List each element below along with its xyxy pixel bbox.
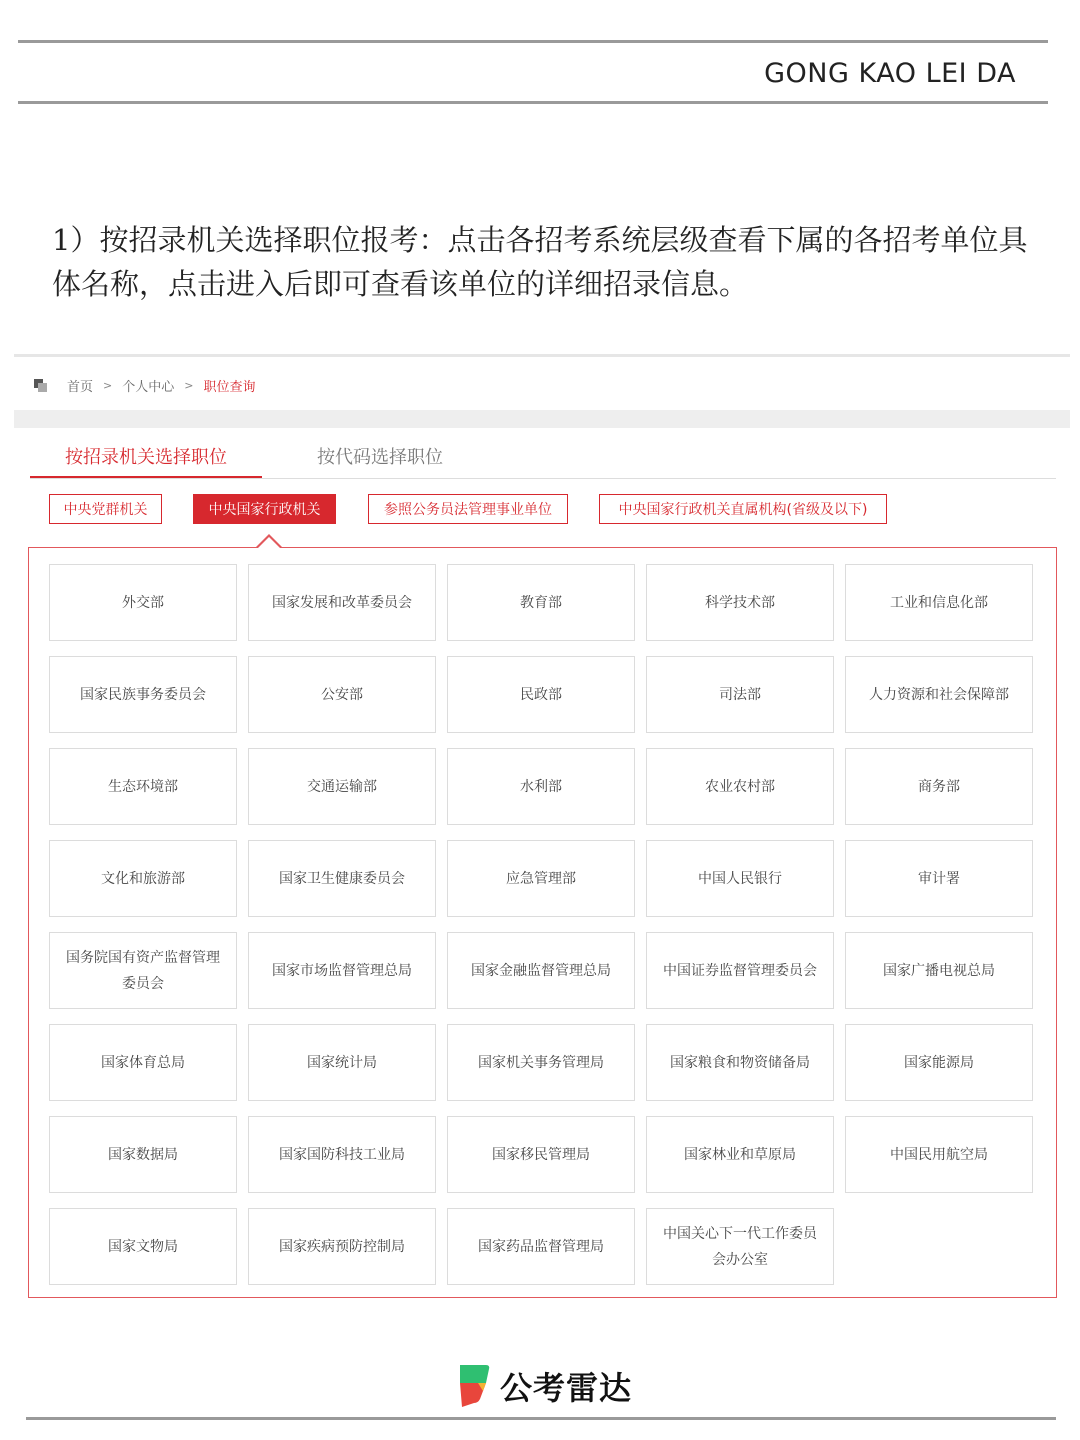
category-central-party[interactable]: 中央党群机关 <box>49 494 162 524</box>
unit-item[interactable]: 国家市场监督管理总局 <box>248 932 436 1009</box>
unit-item[interactable]: 工业和信息化部 <box>845 564 1033 641</box>
unit-item[interactable]: 司法部 <box>646 656 834 733</box>
tab-bar <box>30 440 1056 479</box>
unit-item[interactable]: 国家体育总局 <box>49 1024 237 1101</box>
unit-item[interactable]: 中国关心下一代工作委员会办公室 <box>646 1208 834 1285</box>
unit-item[interactable]: 文化和旅游部 <box>49 840 237 917</box>
unit-item[interactable]: 国家民族事务委员会 <box>49 656 237 733</box>
unit-item[interactable]: 科学技术部 <box>646 564 834 641</box>
brand-header: GONG KAO LEI DA <box>764 58 1016 89</box>
unit-item[interactable]: 生态环境部 <box>49 748 237 825</box>
unit-item[interactable]: 应急管理部 <box>447 840 635 917</box>
unit-item[interactable]: 人力资源和社会保障部 <box>845 656 1033 733</box>
unit-item[interactable]: 公安部 <box>248 656 436 733</box>
units-grid <box>49 564 1035 1285</box>
unit-item[interactable]: 国务院国有资产监督管理委员会 <box>49 932 237 1009</box>
category-central-admin[interactable]: 中央国家行政机关 <box>193 494 336 524</box>
category-reference-units[interactable]: 参照公务员法管理事业单位 <box>368 494 568 524</box>
active-category-pointer-fill <box>258 537 280 548</box>
unit-item[interactable]: 国家文物局 <box>49 1208 237 1285</box>
unit-item[interactable]: 中国证券监督管理委员会 <box>646 932 834 1009</box>
radar-logo-icon <box>456 1363 494 1409</box>
unit-item[interactable]: 商务部 <box>845 748 1033 825</box>
breadcrumb-personal-center[interactable]: 个人中心 <box>122 379 175 395</box>
unit-item[interactable]: 国家卫生健康委员会 <box>248 840 436 917</box>
panel-divider <box>14 354 1070 357</box>
unit-item[interactable]: 国家能源局 <box>845 1024 1033 1101</box>
tab-by-code[interactable]: 按代码选择职位 <box>317 447 443 468</box>
intro-text: 1）按招录机关选择职位报考：点击各招考系统层级查看下属的各招考单位具体名称，点击进入后即可查看该单位的详细招录信息。 <box>52 223 1028 301</box>
unit-item[interactable]: 国家发展和改革委员会 <box>248 564 436 641</box>
unit-item[interactable]: 中国人民银行 <box>646 840 834 917</box>
unit-item[interactable]: 民政部 <box>447 656 635 733</box>
unit-item[interactable]: 交通运输部 <box>248 748 436 825</box>
header-bottom-rule <box>18 101 1048 104</box>
unit-item[interactable]: 国家数据局 <box>49 1116 237 1193</box>
footer-rule <box>26 1417 1056 1420</box>
breadcrumb-separator: > <box>184 378 194 392</box>
footer-logo <box>456 1363 632 1409</box>
unit-item[interactable]: 国家林业和草原局 <box>646 1116 834 1193</box>
breadcrumb-current: 职位查询 <box>203 379 256 395</box>
unit-item[interactable]: 国家疾病预防控制局 <box>248 1208 436 1285</box>
unit-item[interactable]: 国家广播电视总局 <box>845 932 1033 1009</box>
section-band <box>14 410 1070 428</box>
unit-item[interactable]: 国家粮食和物资储备局 <box>646 1024 834 1101</box>
category-direct-agencies[interactable]: 中央国家行政机关直属机构(省级及以下) <box>599 494 887 524</box>
unit-item[interactable]: 审计署 <box>845 840 1033 917</box>
unit-item[interactable]: 国家移民管理局 <box>447 1116 635 1193</box>
unit-item[interactable]: 教育部 <box>447 564 635 641</box>
unit-item[interactable]: 外交部 <box>49 564 237 641</box>
unit-item[interactable]: 水利部 <box>447 748 635 825</box>
unit-item[interactable]: 农业农村部 <box>646 748 834 825</box>
breadcrumb-separator: > <box>103 378 113 392</box>
unit-item[interactable]: 国家国防科技工业局 <box>248 1116 436 1193</box>
header-top-rule <box>18 40 1048 43</box>
breadcrumb <box>34 374 255 396</box>
breadcrumb-home[interactable]: 首页 <box>67 379 94 395</box>
unit-item[interactable]: 国家统计局 <box>248 1024 436 1101</box>
unit-item[interactable]: 国家机关事务管理局 <box>447 1024 635 1101</box>
logo-text: 公考雷达 <box>500 1369 633 1407</box>
location-icon <box>34 379 47 392</box>
unit-item[interactable]: 国家金融监督管理总局 <box>447 932 635 1009</box>
unit-item[interactable]: 中国民用航空局 <box>845 1116 1033 1193</box>
unit-item[interactable]: 国家药品监督管理局 <box>447 1208 635 1285</box>
tab-by-agency[interactable]: 按招录机关选择职位 <box>30 440 262 478</box>
